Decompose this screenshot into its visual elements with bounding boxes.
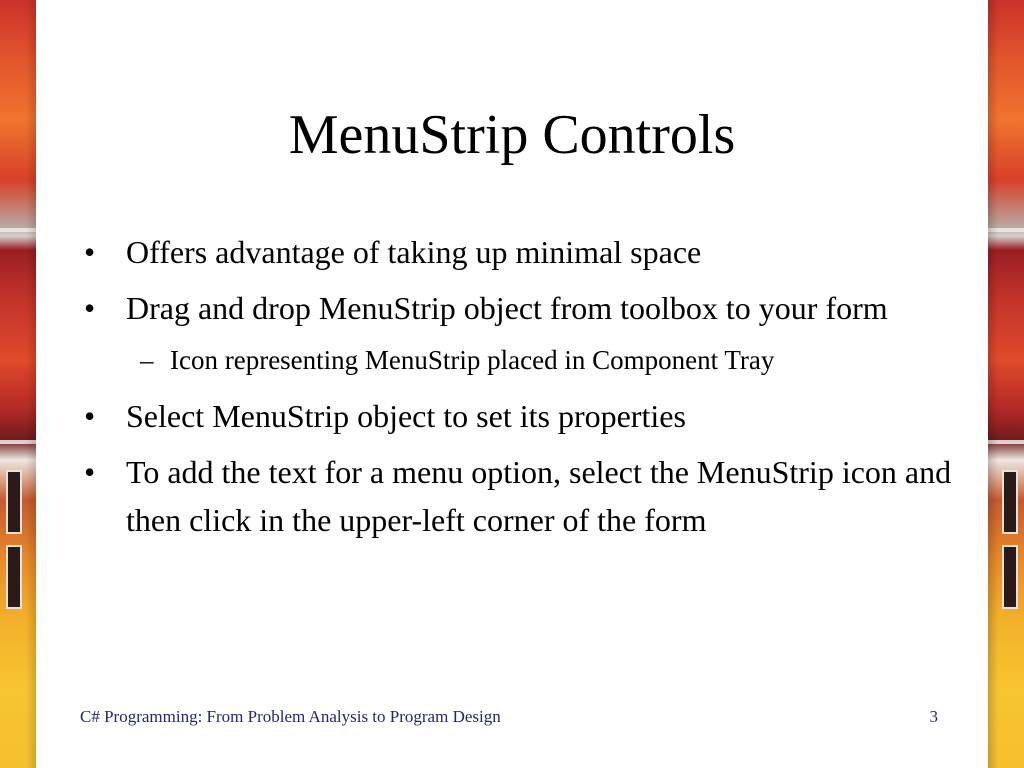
bullet-item	[84, 392, 954, 440]
bullet-list	[84, 228, 954, 552]
bullet-text: Offers advantage of taking up minimal space	[126, 234, 702, 270]
bullet-item	[84, 284, 954, 332]
sub-bullet-item	[84, 340, 954, 380]
bullet-glyph: •	[84, 234, 96, 270]
strip-shade	[26, 0, 36, 768]
right-decorative-strip	[988, 0, 1024, 768]
slide-title: MenuStrip Controls	[288, 104, 736, 166]
strip-window	[1002, 545, 1018, 609]
sub-bullet-text: Icon representing MenuStrip placed in Component Tray	[170, 345, 775, 375]
strip-window	[6, 545, 22, 609]
bullet-glyph: •	[84, 398, 96, 434]
bullet-text: Drag and drop MenuStrip object from toolbox to your form	[126, 290, 888, 326]
bullet-item	[84, 448, 954, 544]
bullet-glyph: •	[84, 290, 96, 326]
bullet-text: To add the text for a menu option, select the MenuStrip icon and then click in the upper-left corner of the form	[126, 454, 952, 538]
strip-shade	[988, 0, 998, 768]
bullet-item	[84, 228, 954, 276]
bullet-glyph: •	[84, 454, 96, 490]
page-number: 3	[929, 707, 938, 726]
footer-text: C# Programming: From Problem Analysis to Program Design	[80, 707, 501, 726]
strip-window	[6, 470, 22, 534]
strip-window	[1002, 470, 1018, 534]
left-decorative-strip	[0, 0, 36, 768]
bullet-text: Select MenuStrip object to set its properties	[126, 398, 686, 434]
sub-bullet-glyph: –	[140, 345, 154, 375]
